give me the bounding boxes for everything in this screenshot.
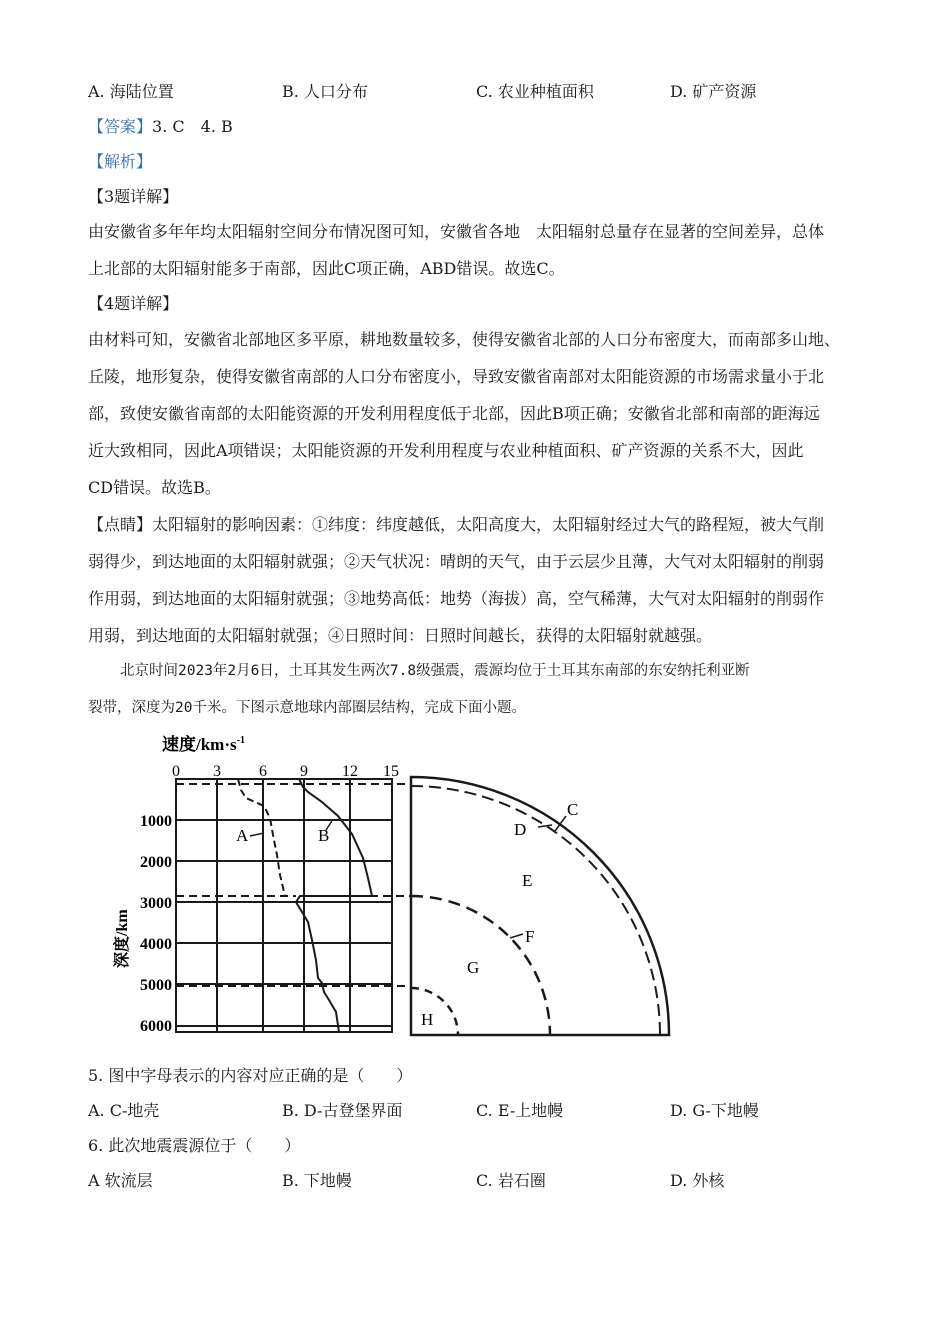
speed-tick: 9 — [300, 763, 308, 780]
q4-line: 由材料可知，安徽省北部地区多平原，耕地数量较多，使得安徽省北部的人口分布密度大，而南部多山地、 — [88, 330, 841, 349]
moho-arc — [411, 786, 660, 1035]
q4-heading: 【4题详解】 — [88, 294, 179, 313]
tip-line: 弱得少，到达地面的太阳辐射就强；②天气状况：晴朗的天气，由于云层少且薄，大气对太阳辐射的削弱 — [88, 552, 825, 571]
earth-outline — [411, 777, 669, 1035]
grid-frame — [176, 779, 392, 1032]
q5-option-c: C. E-上地幔 — [476, 1101, 564, 1120]
option-a: A. 海陆位置 — [88, 82, 174, 101]
q5-option-b: B. D-古登堡界面 — [282, 1101, 403, 1120]
curve-b — [296, 779, 372, 1032]
q4-line: 丘陵，地形复杂，使得安徽省南部的人口分布密度小，导致安徽省南部对太阳能资源的市场需求量小于北 — [88, 367, 825, 386]
layer-label-g: G — [467, 958, 480, 977]
speed-tick: 15 — [383, 763, 399, 780]
analysis-tag: 【解析】 — [88, 152, 153, 171]
q6-option-b: B. 下地幔 — [282, 1171, 352, 1190]
speed-tick: 12 — [342, 763, 358, 780]
answer-line — [88, 117, 233, 137]
earth-structure-figure — [100, 730, 680, 1040]
tip-tag: 【点睛】 — [88, 515, 153, 534]
layer-label-f: F — [525, 927, 535, 946]
speed-tick: 0 — [172, 763, 180, 780]
q5-stem: 5. 图中字母表示的内容对应正确的是（ ） — [88, 1066, 413, 1085]
depth-tick: 6000 — [140, 1018, 172, 1035]
layer-label-d: D — [514, 820, 527, 839]
tip-line: 作用弱，到达地面的太阳辐射就强；③地势高低：地势（海拔）高，空气稀薄，大气对太阳辐射的削弱作 — [88, 589, 825, 608]
answer-tag: 【答案】 — [88, 117, 153, 136]
depth-axis-label: 深度/km — [114, 909, 131, 968]
q3-heading: 【3题详解】 — [88, 187, 179, 206]
speed-tick: 3 — [213, 763, 221, 780]
material-line: 北京时间2023年2月6日，土耳其发生两次7.8级强震，震源均位于土耳其东南部的东安纳托利亚断 — [120, 663, 750, 679]
option-d: D. 矿产资源 — [670, 82, 757, 101]
q3-line: 由安徽省多年年均太阳辐射空间分布情况图可知，安徽省各地 太阳辐射总量存在显著的空间差异，总体 — [88, 222, 825, 241]
q6-option-a: A 软流层 — [88, 1171, 153, 1190]
tip-line: 用弱，到达地面的太阳辐射就强；④日照时间：日照时间越长，获得的太阳辐射就越强。 — [88, 626, 713, 645]
layer-label-e: E — [522, 871, 533, 890]
q4-line: 部，致使安徽省南部的太阳能资源的开发利用程度低于北部，因此B项正确；安徽省北部和南部的距海远 — [88, 404, 820, 423]
q5-option-a: A. C-地壳 — [88, 1101, 160, 1120]
speed-tick: 6 — [259, 763, 267, 780]
depth-tick: 2000 — [140, 854, 172, 871]
depth-tick: 4000 — [140, 936, 172, 953]
q4-line: CD错误。故选B。 — [88, 478, 221, 497]
q6-option-d: D. 外核 — [670, 1171, 725, 1190]
inner-core-arc — [411, 988, 458, 1035]
option-c: C. 农业种植面积 — [476, 82, 594, 101]
tip-line — [88, 515, 824, 535]
q6-option-c: C. 岩石圈 — [476, 1171, 546, 1190]
layer-label-c: C — [567, 800, 579, 819]
curve-label-a: A — [236, 826, 249, 845]
q6-stem: 6. 此次地震震源位于（ ） — [88, 1136, 301, 1155]
layer-label-h: H — [421, 1010, 434, 1029]
speed-axis-label: 速度$/km\cdot s^{-1}$ — [162, 735, 245, 754]
tip-text: 太阳辐射的影响因素：①纬度：纬度越低，太阳高度大，太阳辐射经过大气的路程短，被大气削 — [152, 515, 825, 534]
depth-tick: 1000 — [140, 813, 172, 830]
option-b: B. 人口分布 — [282, 82, 368, 101]
material-line: 裂带，深度为20千米。下图示意地球内部圈层结构，完成下面小题。 — [88, 700, 526, 716]
depth-tick: 3000 — [140, 895, 172, 912]
answer-text: 3. C 4. B — [152, 117, 233, 136]
depth-tick: 5000 — [140, 977, 172, 994]
q5-option-d: D. G-下地幔 — [670, 1101, 759, 1120]
q4-line: 近大致相同，因此A项错误；太阳能资源的开发利用程度与农业种植面积、矿产资源的关系不大，因此 — [88, 441, 804, 460]
q3-line: 上北部的太阳辐射能多于南部，因此C项正确，ABD错误。故选C。 — [88, 259, 565, 278]
curve-label-b: B — [318, 826, 330, 845]
